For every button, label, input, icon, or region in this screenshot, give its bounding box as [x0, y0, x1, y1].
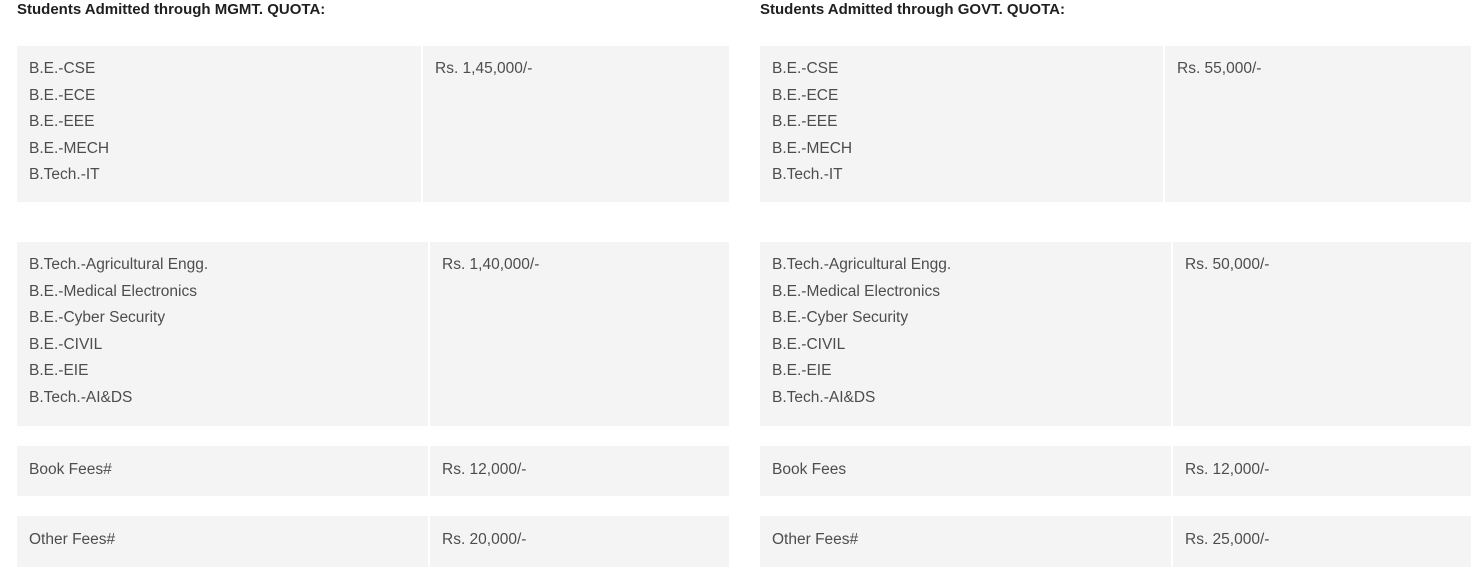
mgmt-group1-fee: Rs. 1,45,000/-	[423, 46, 729, 202]
course-item: B.E.-EEE	[29, 113, 95, 130]
course-item: B.Tech.-Agricultural Engg.	[772, 256, 952, 273]
govt-other-fees-amount: Rs. 25,000/-	[1173, 516, 1471, 567]
mgmt-other-fees-label: Other Fees#	[17, 516, 428, 567]
govt-book-fees-amount: Rs. 12,000/-	[1173, 446, 1471, 496]
govt-group1-row	[760, 46, 1471, 202]
course-item: B.Tech.-AI&DS	[772, 388, 876, 406]
course-item: B.E.-CSE	[772, 60, 839, 77]
govt-group2-fee: Rs. 50,000/-	[1173, 242, 1471, 426]
mgmt-group2-courses	[17, 242, 428, 426]
mgmt-book-fees-row	[17, 446, 729, 496]
course-item: B.E.-MECH	[772, 139, 853, 157]
mgmt-quota-title: Students Admitted through MGMT. QUOTA:	[17, 1, 326, 18]
govt-other-fees-row	[760, 516, 1471, 567]
course-item: B.E.-ECE	[772, 86, 839, 104]
course-item: B.Tech.-AI&DS	[29, 388, 133, 406]
govt-group1-courses	[760, 46, 1163, 202]
mgmt-other-fees-amount: Rs. 20,000/-	[430, 516, 729, 567]
course-item: B.Tech.-IT	[29, 166, 100, 183]
govt-group2-courses	[760, 242, 1171, 426]
course-item: B.E.-Cyber Security	[772, 309, 909, 326]
mgmt-book-fees-amount: Rs. 12,000/-	[430, 446, 729, 496]
course-item: B.E.-CSE	[29, 60, 96, 77]
course-item: B.E.-CIVIL	[772, 335, 846, 353]
course-item: B.E.-MECH	[29, 139, 110, 157]
mgmt-group1-row	[17, 46, 729, 202]
mgmt-book-fees-label: Book Fees#	[17, 446, 428, 496]
govt-other-fees-label: Other Fees#	[760, 516, 1171, 567]
course-item: B.E.-EIE	[772, 362, 832, 379]
govt-group1-fee: Rs. 55,000/-	[1165, 46, 1471, 202]
course-item: B.Tech.-Agricultural Engg.	[29, 256, 209, 273]
govt-group2-row	[760, 242, 1471, 426]
mgmt-group1-courses	[17, 46, 421, 202]
course-item: B.E.-Medical Electronics	[772, 282, 940, 300]
mgmt-group2-fee: Rs. 1,40,000/-	[430, 242, 729, 426]
govt-quota-title: Students Admitted through GOVT. QUOTA:	[760, 1, 1065, 18]
mgmt-group2-row	[17, 242, 729, 426]
govt-book-fees-row	[760, 446, 1471, 496]
course-item: B.E.-Medical Electronics	[29, 282, 197, 300]
course-item: B.E.-ECE	[29, 86, 96, 104]
govt-book-fees-label: Book Fees	[760, 446, 1171, 496]
course-item: B.E.-Cyber Security	[29, 309, 166, 326]
course-item: B.E.-CIVIL	[29, 335, 103, 353]
mgmt-other-fees-row	[17, 516, 729, 567]
course-item: B.Tech.-IT	[772, 166, 843, 183]
course-item: B.E.-EEE	[772, 113, 838, 130]
course-item: B.E.-EIE	[29, 362, 89, 379]
